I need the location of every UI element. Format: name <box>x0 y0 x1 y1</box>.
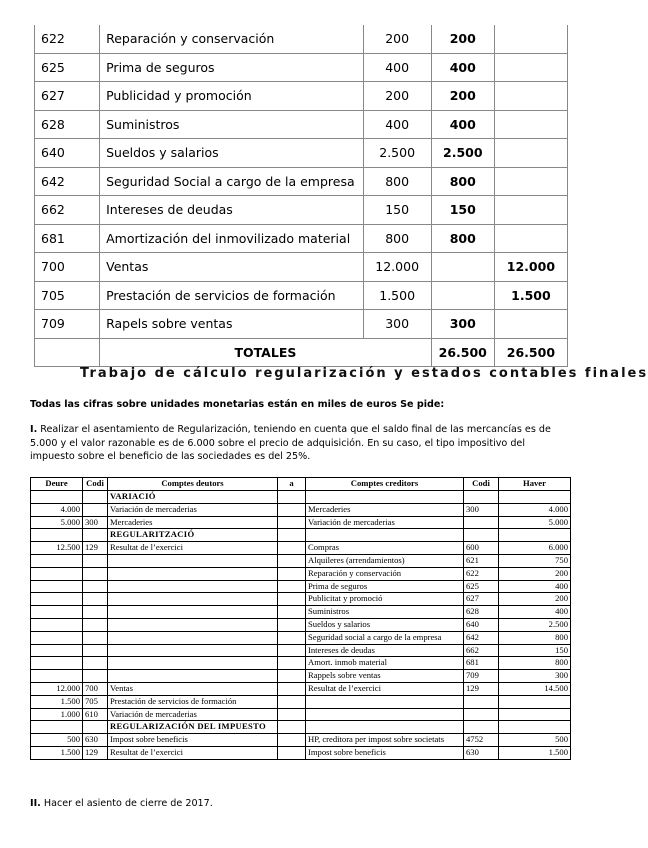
debit-amount: 1.000 <box>31 708 83 721</box>
a-cell <box>278 503 306 516</box>
debit-account <box>108 606 278 619</box>
ledger-amount: 400 <box>363 53 431 82</box>
task-2-text: Hacer el asiento de cierre de 2017. <box>43 798 213 809</box>
credit-amount: 750 <box>499 554 571 567</box>
credit-amount: 4.000 <box>499 503 571 516</box>
debit-amount <box>31 618 83 631</box>
credit-code: 621 <box>464 554 499 567</box>
ledger-row <box>35 25 568 53</box>
debit-amount <box>31 631 83 644</box>
credit-code: 709 <box>464 670 499 683</box>
debit-account: Variación de mercaderias <box>108 503 278 516</box>
credit-account: Reparación y conservación <box>306 567 464 580</box>
debit-code: 630 <box>83 734 108 747</box>
credit-code <box>464 721 499 734</box>
credit-account: Impost sobre beneficis <box>306 746 464 759</box>
ledger-row <box>35 310 568 339</box>
ledger-code: 700 <box>35 253 100 282</box>
ledger-credit <box>494 196 567 225</box>
ledger-amount: 200 <box>363 25 431 53</box>
ledger-row <box>35 82 568 111</box>
credit-amount: 5.000 <box>499 516 571 529</box>
ledger-code: 705 <box>35 281 100 310</box>
ledger-debit: 800 <box>431 167 494 196</box>
ledger-code: 642 <box>35 167 100 196</box>
a-cell <box>278 644 306 657</box>
task-1 <box>30 423 570 464</box>
ledger-credit <box>494 25 567 53</box>
credit-amount: 800 <box>499 657 571 670</box>
credit-code: 662 <box>464 644 499 657</box>
debit-account <box>108 567 278 580</box>
debit-code: 129 <box>83 746 108 759</box>
header-deure: Deure <box>31 478 83 491</box>
debit-account <box>108 644 278 657</box>
a-cell <box>278 491 306 504</box>
debit-account <box>108 593 278 606</box>
credit-code: 300 <box>464 503 499 516</box>
ledger-debit <box>431 281 494 310</box>
intro-text: Todas las cifras sobre unidades monetarias están en miles de euros Se pide: <box>30 399 445 410</box>
journal-row <box>31 593 571 606</box>
ledger-code: 628 <box>35 110 100 139</box>
debit-code <box>83 593 108 606</box>
debit-amount <box>31 606 83 619</box>
credit-account <box>306 695 464 708</box>
ledger-code: 709 <box>35 310 100 339</box>
credit-account: Resultat de l’exercici <box>306 682 464 695</box>
task-2-number: II. <box>30 798 41 809</box>
a-cell <box>278 670 306 683</box>
a-cell <box>278 708 306 721</box>
debit-code <box>83 631 108 644</box>
debit-amount <box>31 670 83 683</box>
debit-account <box>108 580 278 593</box>
credit-code <box>464 695 499 708</box>
debit-amount: 12.500 <box>31 542 83 555</box>
ledger-amount: 2.500 <box>363 139 431 168</box>
debit-amount <box>31 567 83 580</box>
header-a: a <box>278 478 306 491</box>
journal-row <box>31 682 571 695</box>
ledger-amount: 1.500 <box>363 281 431 310</box>
debit-code <box>83 618 108 631</box>
credit-code <box>464 708 499 721</box>
debit-account <box>108 554 278 567</box>
journal-row <box>31 695 571 708</box>
journal-row <box>31 631 571 644</box>
ledger-code: 681 <box>35 224 100 253</box>
ledger-code: 640 <box>35 139 100 168</box>
ledger-row <box>35 110 568 139</box>
a-cell <box>278 721 306 734</box>
debit-code: 700 <box>83 682 108 695</box>
ledger-totals-label: TOTALES <box>100 338 432 367</box>
credit-account <box>306 721 464 734</box>
debit-amount <box>31 580 83 593</box>
credit-account <box>306 708 464 721</box>
debit-account: Ventas <box>108 682 278 695</box>
cutoff-heading-text: Trabajo de cálculo regularización y estados contables finales <box>80 366 648 381</box>
debit-code <box>83 721 108 734</box>
journal-row <box>31 618 571 631</box>
a-cell <box>278 516 306 529</box>
debit-account: Prestación de servicios de formación <box>108 695 278 708</box>
ledger-amount: 400 <box>363 110 431 139</box>
a-cell <box>278 695 306 708</box>
credit-amount: 6.000 <box>499 542 571 555</box>
debit-amount: 1.500 <box>31 695 83 708</box>
credit-amount: 300 <box>499 670 571 683</box>
credit-amount: 2.500 <box>499 618 571 631</box>
debit-code: 300 <box>83 516 108 529</box>
debit-account <box>108 618 278 631</box>
task-2 <box>30 797 570 811</box>
credit-amount <box>499 491 571 504</box>
ledger-credit <box>494 53 567 82</box>
task-1-text: Realizar el asentamiento de Regularización, teniendo en cuenta que el saldo final de las mercancías es de 5.000 y el valor razonable es de 6.000 sobre el precio de adquisición. En su caso, el tipo impositivo del impuesto sobre el beneficio de las sociedades es del 25%. <box>30 424 551 462</box>
debit-account: Resultat de l’exercici <box>108 542 278 555</box>
ledger-code: 627 <box>35 82 100 111</box>
ledger-amount: 12.000 <box>363 253 431 282</box>
credit-code: 129 <box>464 682 499 695</box>
ledger-credit <box>494 167 567 196</box>
journal-row <box>31 657 571 670</box>
ledger-debit: 400 <box>431 53 494 82</box>
credit-amount <box>499 721 571 734</box>
ledger-debit: 200 <box>431 25 494 53</box>
journal-row <box>31 542 571 555</box>
credit-code: 681 <box>464 657 499 670</box>
credit-account: Sueldos y salarios <box>306 618 464 631</box>
debit-code <box>83 670 108 683</box>
cutoff-heading <box>80 366 648 383</box>
debit-code <box>83 567 108 580</box>
debit-account: VARIACIÓ <box>108 491 278 504</box>
debit-amount <box>31 529 83 542</box>
debit-account <box>108 670 278 683</box>
journal-row <box>31 554 571 567</box>
credit-amount <box>499 529 571 542</box>
debit-code <box>83 580 108 593</box>
header-comptes-deutors: Comptes deutors <box>108 478 278 491</box>
a-cell <box>278 567 306 580</box>
a-cell <box>278 580 306 593</box>
ledger-totals-row <box>35 338 568 367</box>
credit-amount: 200 <box>499 567 571 580</box>
credit-account: HP, creditora per impost sobre societats <box>306 734 464 747</box>
credit-account: Rappels sobre ventas <box>306 670 464 683</box>
ledger-code <box>35 338 100 367</box>
credit-code: 625 <box>464 580 499 593</box>
credit-account: Publicitat y promoció <box>306 593 464 606</box>
ledger-credit: 12.000 <box>494 253 567 282</box>
credit-code <box>464 516 499 529</box>
debit-code: 129 <box>83 542 108 555</box>
a-cell <box>278 746 306 759</box>
a-cell <box>278 682 306 695</box>
debit-account <box>108 631 278 644</box>
header-haver: Haver <box>499 478 571 491</box>
a-cell <box>278 618 306 631</box>
header-comptes-creditors: Comptes creditors <box>306 478 464 491</box>
ledger-description: Sueldos y salarios <box>100 139 363 168</box>
debit-account: Impost sobre beneficis <box>108 734 278 747</box>
credit-amount: 1.500 <box>499 746 571 759</box>
journal-row <box>31 567 571 580</box>
ledger-credit: 1.500 <box>494 281 567 310</box>
ledger-row <box>35 139 568 168</box>
debit-account: Mercaderies <box>108 516 278 529</box>
credit-amount <box>499 695 571 708</box>
debit-amount <box>31 554 83 567</box>
journal-row <box>31 503 571 516</box>
a-cell <box>278 734 306 747</box>
debit-code <box>83 606 108 619</box>
credit-code: 630 <box>464 746 499 759</box>
debit-code <box>83 657 108 670</box>
credit-code: 642 <box>464 631 499 644</box>
debit-amount <box>31 644 83 657</box>
header-codi-debit: Codi <box>83 478 108 491</box>
journal-row <box>31 644 571 657</box>
ledger-row <box>35 167 568 196</box>
journal-row <box>31 746 571 759</box>
debit-amount: 4.000 <box>31 503 83 516</box>
credit-code: 622 <box>464 567 499 580</box>
credit-account: Alquileres (arrendamientos) <box>306 554 464 567</box>
debit-amount <box>31 593 83 606</box>
credit-account: Compras <box>306 542 464 555</box>
ledger-description: Reparación y conservación <box>100 25 363 53</box>
credit-code: 640 <box>464 618 499 631</box>
ledger-debit: 150 <box>431 196 494 225</box>
ledger-description: Rapels sobre ventas <box>100 310 363 339</box>
credit-account: Seguridad social a cargo de la empresa <box>306 631 464 644</box>
debit-amount <box>31 657 83 670</box>
ledger-row <box>35 253 568 282</box>
credit-account <box>306 529 464 542</box>
journal-row <box>31 721 571 734</box>
ledger-debit: 300 <box>431 310 494 339</box>
debit-account: Resultat de l’exercici <box>108 746 278 759</box>
ledger-debit: 800 <box>431 224 494 253</box>
credit-amount: 400 <box>499 580 571 593</box>
ledger-amount: 800 <box>363 224 431 253</box>
ledger-table <box>34 25 568 367</box>
task-1-number: I. <box>30 424 38 435</box>
ledger-description: Intereses de deudas <box>100 196 363 225</box>
journal-row <box>31 516 571 529</box>
journal-row <box>31 670 571 683</box>
debit-code: 610 <box>83 708 108 721</box>
ledger-description: Suministros <box>100 110 363 139</box>
credit-amount: 14.500 <box>499 682 571 695</box>
ledger-description: Prestación de servicios de formación <box>100 281 363 310</box>
journal-row <box>31 708 571 721</box>
ledger-debit: 400 <box>431 110 494 139</box>
credit-account <box>306 491 464 504</box>
ledger-debit: 2.500 <box>431 139 494 168</box>
ledger-credit <box>494 310 567 339</box>
credit-amount: 400 <box>499 606 571 619</box>
debit-code <box>83 529 108 542</box>
ledger-amount: 300 <box>363 310 431 339</box>
debit-account: REGULARIZACIÓN DEL IMPUESTO <box>108 721 278 734</box>
debit-code <box>83 644 108 657</box>
credit-account: Prima de seguros <box>306 580 464 593</box>
credit-code: 600 <box>464 542 499 555</box>
debit-code <box>83 503 108 516</box>
ledger-row <box>35 53 568 82</box>
ledger-row <box>35 196 568 225</box>
journal-row <box>31 529 571 542</box>
ledger-amount: 200 <box>363 82 431 111</box>
ledger-description: Seguridad Social a cargo de la empresa <box>100 167 363 196</box>
debit-account <box>108 657 278 670</box>
credit-account: Suministros <box>306 606 464 619</box>
credit-code <box>464 529 499 542</box>
a-cell <box>278 542 306 555</box>
ledger-row <box>35 224 568 253</box>
a-cell <box>278 593 306 606</box>
ledger-amount: 150 <box>363 196 431 225</box>
debit-amount: 1.500 <box>31 746 83 759</box>
debit-amount: 5.000 <box>31 516 83 529</box>
ledger-description: Prima de seguros <box>100 53 363 82</box>
credit-code: 628 <box>464 606 499 619</box>
ledger-description: Amortización del inmovilizado material <box>100 224 363 253</box>
ledger-debit <box>431 253 494 282</box>
credit-amount: 500 <box>499 734 571 747</box>
credit-amount <box>499 708 571 721</box>
journal-table <box>30 477 571 760</box>
a-cell <box>278 631 306 644</box>
debit-account: Variación de mercaderias <box>108 708 278 721</box>
credit-account: Amort. inmob material <box>306 657 464 670</box>
ledger-code: 622 <box>35 25 100 53</box>
debit-code <box>83 554 108 567</box>
debit-amount <box>31 721 83 734</box>
ledger-code: 625 <box>35 53 100 82</box>
debit-code: 705 <box>83 695 108 708</box>
credit-code: 627 <box>464 593 499 606</box>
debit-account: REGULARITZACIÓ <box>108 529 278 542</box>
debit-amount: 500 <box>31 734 83 747</box>
credit-code: 4752 <box>464 734 499 747</box>
ledger-amount: 800 <box>363 167 431 196</box>
journal-row <box>31 606 571 619</box>
ledger-credit <box>494 224 567 253</box>
ledger-credit <box>494 139 567 168</box>
credit-amount: 800 <box>499 631 571 644</box>
debit-amount <box>31 491 83 504</box>
ledger-description: Publicidad y promoción <box>100 82 363 111</box>
credit-account: Variación de mercaderias <box>306 516 464 529</box>
debit-amount: 12.000 <box>31 682 83 695</box>
header-codi-credit: Codi <box>464 478 499 491</box>
ledger-debit: 200 <box>431 82 494 111</box>
credit-amount: 200 <box>499 593 571 606</box>
a-cell <box>278 657 306 670</box>
ledger-total-credit: 26.500 <box>494 338 567 367</box>
credit-account: Mercaderies <box>306 503 464 516</box>
credit-code <box>464 491 499 504</box>
ledger-total-debit: 26.500 <box>431 338 494 367</box>
ledger-description: Ventas <box>100 253 363 282</box>
journal-row <box>31 734 571 747</box>
ledger-credit <box>494 82 567 111</box>
a-cell <box>278 606 306 619</box>
a-cell <box>278 529 306 542</box>
journal-row <box>31 580 571 593</box>
debit-code <box>83 491 108 504</box>
ledger-code: 662 <box>35 196 100 225</box>
credit-amount: 150 <box>499 644 571 657</box>
journal-row <box>31 491 571 504</box>
credit-account: Intereses de deudas <box>306 644 464 657</box>
ledger-row <box>35 281 568 310</box>
a-cell <box>278 554 306 567</box>
ledger-credit <box>494 110 567 139</box>
